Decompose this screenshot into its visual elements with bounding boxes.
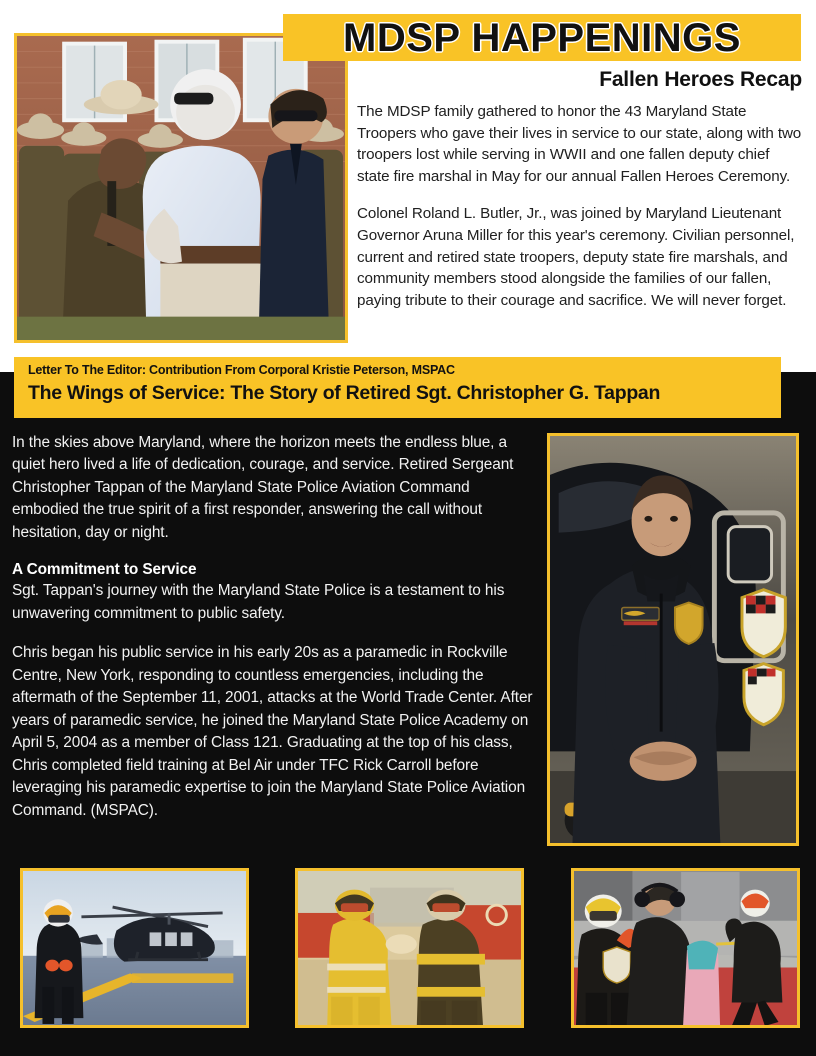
fallen-heroes-paragraph-1: The MDSP family gathered to honor the 43 Maryland State Troopers who gave their lives in service to our state, along with two troopers lost while serving in WWII and one fallen deputy chief state fire marshal in May for our annual Fallen Heroes Ceremony. xyxy=(357,103,802,185)
ceremony-photo-graphic xyxy=(17,36,345,340)
letter-to-editor-banner xyxy=(14,357,781,418)
fallen-heroes-paragraph-2: Colonel Roland L. Butler, Jr., was joined by Maryland Lieutenant Governor Aruna Miller for this year's ceremony. Civilian personnel, current and retired state troopers, deputy state fire marshals, and community members stood alongside the families of our fallen, paying tribute to their courage and sacrifice. We will never forget. xyxy=(357,205,795,309)
medevac-photo-graphic xyxy=(574,871,797,1025)
letter-title: The Wings of Service: The Story of Retired Sgt. Christopher G. Tappan xyxy=(28,381,661,404)
helipad-photo-graphic xyxy=(23,871,246,1025)
fallen-heroes-ceremony-photo xyxy=(14,33,348,343)
sgt-tappan-portrait-photo xyxy=(547,433,799,846)
portrait-photo-graphic xyxy=(550,436,796,843)
fallen-heroes-section xyxy=(357,68,802,327)
article-lead-paragraph: In the skies above Maryland, where the horizon meets the endless blue, a quiet hero lived a life of dedication, courage, and service. Retired Sergeant Christopher Tappan of the Maryland State Police Aviation Command embodied the true spirit of a first responder, answering the call without hesitation, day or night. xyxy=(12,434,514,541)
article-body-paragraph: Chris began his public service in his early 20s as a paramedic in Rockville Centre, New York, responding to countless emergencies, including the aftermath of the September 11, 2001, attacks at the World Trade Center. After years of paramedic service, he joined the Maryland State Police Academy on April 5, 2004 as a member of Class 121. Graduating at the top of his class, Chris completed field training at Bel Air under TFC Rick Carroll before leveraging his paramedic expertise to join the Maryland State Police Aviation Command. (MSPAC). xyxy=(12,644,533,819)
letter-kicker: Letter To The Editor: Contribution From Corporal Kristie Peterson, MSPAC xyxy=(28,363,455,377)
helipad-helicopter-photo xyxy=(20,868,249,1028)
medevac-transfer-photo xyxy=(571,868,800,1028)
masthead-banner xyxy=(283,14,801,61)
article-subhead-paragraph: Sgt. Tappan's journey with the Maryland State Police is a testament to his unwavering commitment to public safety. xyxy=(12,582,505,622)
firefighters-photo-graphic xyxy=(298,871,521,1025)
article-subheading: A Commitment to Service xyxy=(12,561,197,579)
bottom-photo-strip xyxy=(0,868,816,1032)
masthead-title: MDSP HAPPENINGS xyxy=(343,15,741,60)
article-body xyxy=(12,432,534,839)
fallen-heroes-heading: Fallen Heroes Recap xyxy=(599,68,802,91)
firefighters-training-photo xyxy=(295,868,524,1028)
